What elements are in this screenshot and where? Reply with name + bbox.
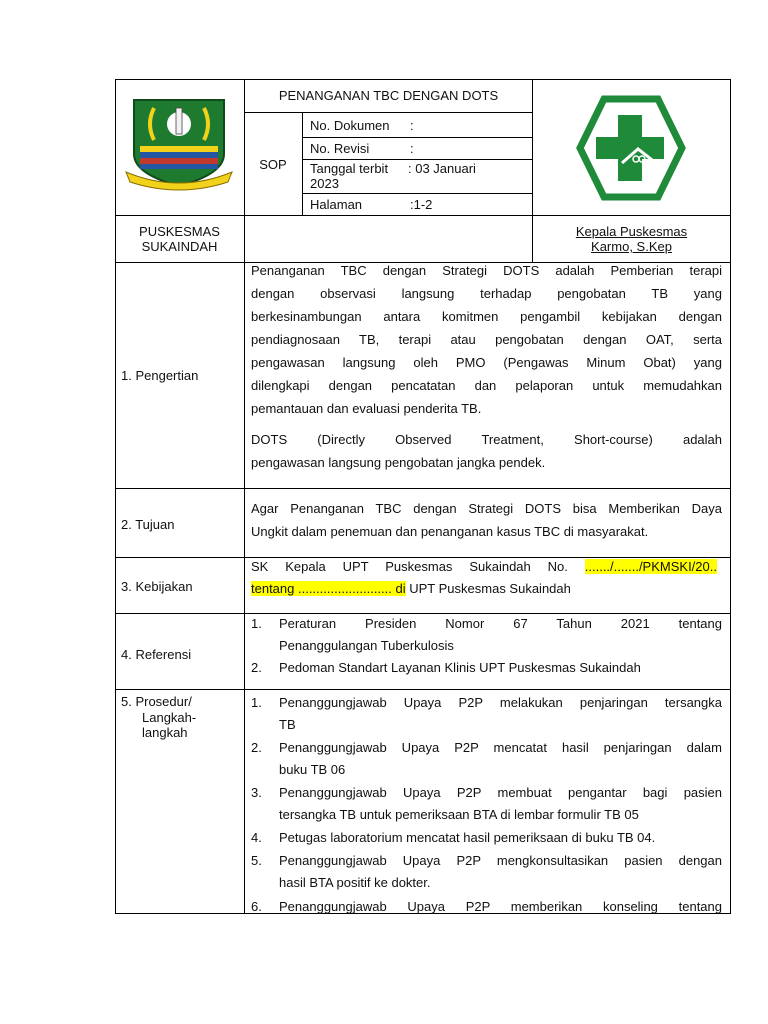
table-border <box>115 488 731 489</box>
head-name: Karmo, S.Kep <box>591 239 672 254</box>
definition-line: pendiagnosaan TB, terapi atau pengobatan dengan OAT, serta <box>251 332 722 347</box>
section-label-procedure-line3: langkah <box>142 725 188 740</box>
procedure-step-number: 1. <box>251 695 262 710</box>
policy-topic-placeholder: tentang .......................... di <box>251 581 406 596</box>
reference-number: 1. <box>251 616 262 631</box>
procedure-step: tersangka TB untuk pemeriksaan BTA di lembar formulir TB 05 <box>279 807 639 822</box>
purpose-line: Ungkit dalam penemuan dan penanganan kasus TBC di masyarakat. <box>251 524 649 539</box>
procedure-step-number: 5. <box>251 853 262 868</box>
table-border <box>244 79 245 914</box>
table-border <box>115 79 116 914</box>
table-border <box>302 137 533 138</box>
reference-item: Peraturan Presiden Nomor 67 Tahun 2021 tentang <box>279 616 722 631</box>
procedure-step: Penanggungjawab Upaya P2P memberikan konseling tentang <box>279 899 722 914</box>
procedure-step: Penanggungjawab Upaya P2P melakukan penjaringan tersangka <box>279 695 722 710</box>
sop-label: SOP <box>259 157 287 172</box>
table-border <box>244 112 533 113</box>
issue-date-year: 2023 <box>310 176 339 191</box>
page-label: Halaman <box>310 197 363 212</box>
dots-definition-line: pengawasan langsung pengobatan jangka pendek. <box>251 455 546 470</box>
definition-line: dengan observasi langsung terhadap pengobatan TB yang <box>251 286 722 301</box>
puskesmas-logo-icon <box>576 93 686 203</box>
issue-date-value: : 03 Januari <box>408 161 476 176</box>
organization-name-line2: SUKAINDAH <box>141 239 218 254</box>
doc-no-value: : <box>410 118 414 133</box>
procedure-step: buku TB 06 <box>279 762 346 777</box>
table-border <box>730 79 731 914</box>
issue-date-label: Tanggal terbit <box>310 161 389 176</box>
section-label-definition: 1. Pengertian <box>121 368 199 383</box>
policy-line: tentang .......................... di UPT Puskesmas Sukaindah <box>251 581 571 596</box>
dots-definition-line: DOTS (Directly Observed Treatment, Short-course) adalah <box>251 432 722 447</box>
table-border <box>115 215 731 216</box>
revision-label: No. Revisi <box>310 141 370 156</box>
definition-line: pengawasan langsung oleh PMO (Pengawas Minum Obat) yang <box>251 355 722 370</box>
procedure-step: Penanggungjawab Upaya P2P mencatat hasil penjaringan dalam <box>279 740 722 755</box>
doc-no-label: No. Dokumen <box>310 118 390 133</box>
procedure-step-number: 4. <box>251 830 262 845</box>
table-border <box>302 159 533 160</box>
procedure-step-number: 3. <box>251 785 262 800</box>
procedure-step: Penanggungjawab Upaya P2P membuat pengantar bagi pasien <box>279 785 722 800</box>
procedure-step: Penanggungjawab Upaya P2P mengkonsultasikan pasien dengan <box>279 853 722 868</box>
section-label-reference: 4. Referensi <box>121 647 192 662</box>
page-value: :1-2 <box>410 197 433 212</box>
policy-sk-number-placeholder: ......./......./PKMSKI/20.. <box>584 559 717 574</box>
organization-name: PUSKESMAS <box>139 224 220 239</box>
procedure-step: hasil BTA positif ke dokter. <box>279 875 431 890</box>
procedure-step: TB <box>279 717 296 732</box>
procedure-step-number: 2. <box>251 740 262 755</box>
purpose-line: Agar Penanganan TBC dengan Strategi DOTS bisa Memberikan Daya <box>251 501 722 516</box>
reference-item: Pedoman Standart Layanan Klinis UPT Puskesmas Sukaindah <box>279 660 641 675</box>
definition-line: dilengkapi dengan pencatatan dan pelaporan untuk memudahkan <box>251 378 722 393</box>
section-label-procedure: 5. Prosedur/ <box>121 694 192 709</box>
regional-coat-of-arms-icon <box>124 94 234 194</box>
revision-value: : <box>410 141 414 156</box>
section-label-procedure-line2: Langkah- <box>142 710 197 725</box>
procedure-step-number: 6. <box>251 899 262 914</box>
head-title: Kepala Puskesmas <box>575 224 688 239</box>
reference-item: Penanggulangan Tuberkulosis <box>279 638 454 653</box>
policy-line: SK Kepala UPT Puskesmas Sukaindah No. ......./......./PKMSKI/20.. <box>251 559 717 574</box>
table-border <box>115 79 731 80</box>
definition-line: Penanganan TBC dengan Strategi DOTS adalah Pemberian terapi <box>251 263 722 278</box>
definition-line: pemantauan dan evaluasi penderita TB. <box>251 401 482 416</box>
definition-line: berkesinambungan antara komitmen pengambil kebijakan dengan <box>251 309 722 324</box>
section-label-policy: 3. Kebijakan <box>121 579 193 594</box>
table-border <box>302 112 303 216</box>
table-border <box>302 193 533 194</box>
document-title: PENANGANAN TBC DENGAN DOTS <box>278 88 499 103</box>
reference-number: 2. <box>251 660 262 675</box>
procedure-step: Petugas laboratorium mencatat hasil pemeriksaan di buku TB 04. <box>279 830 656 845</box>
section-label-purpose: 2. Tujuan <box>121 517 175 532</box>
table-border <box>115 689 731 690</box>
